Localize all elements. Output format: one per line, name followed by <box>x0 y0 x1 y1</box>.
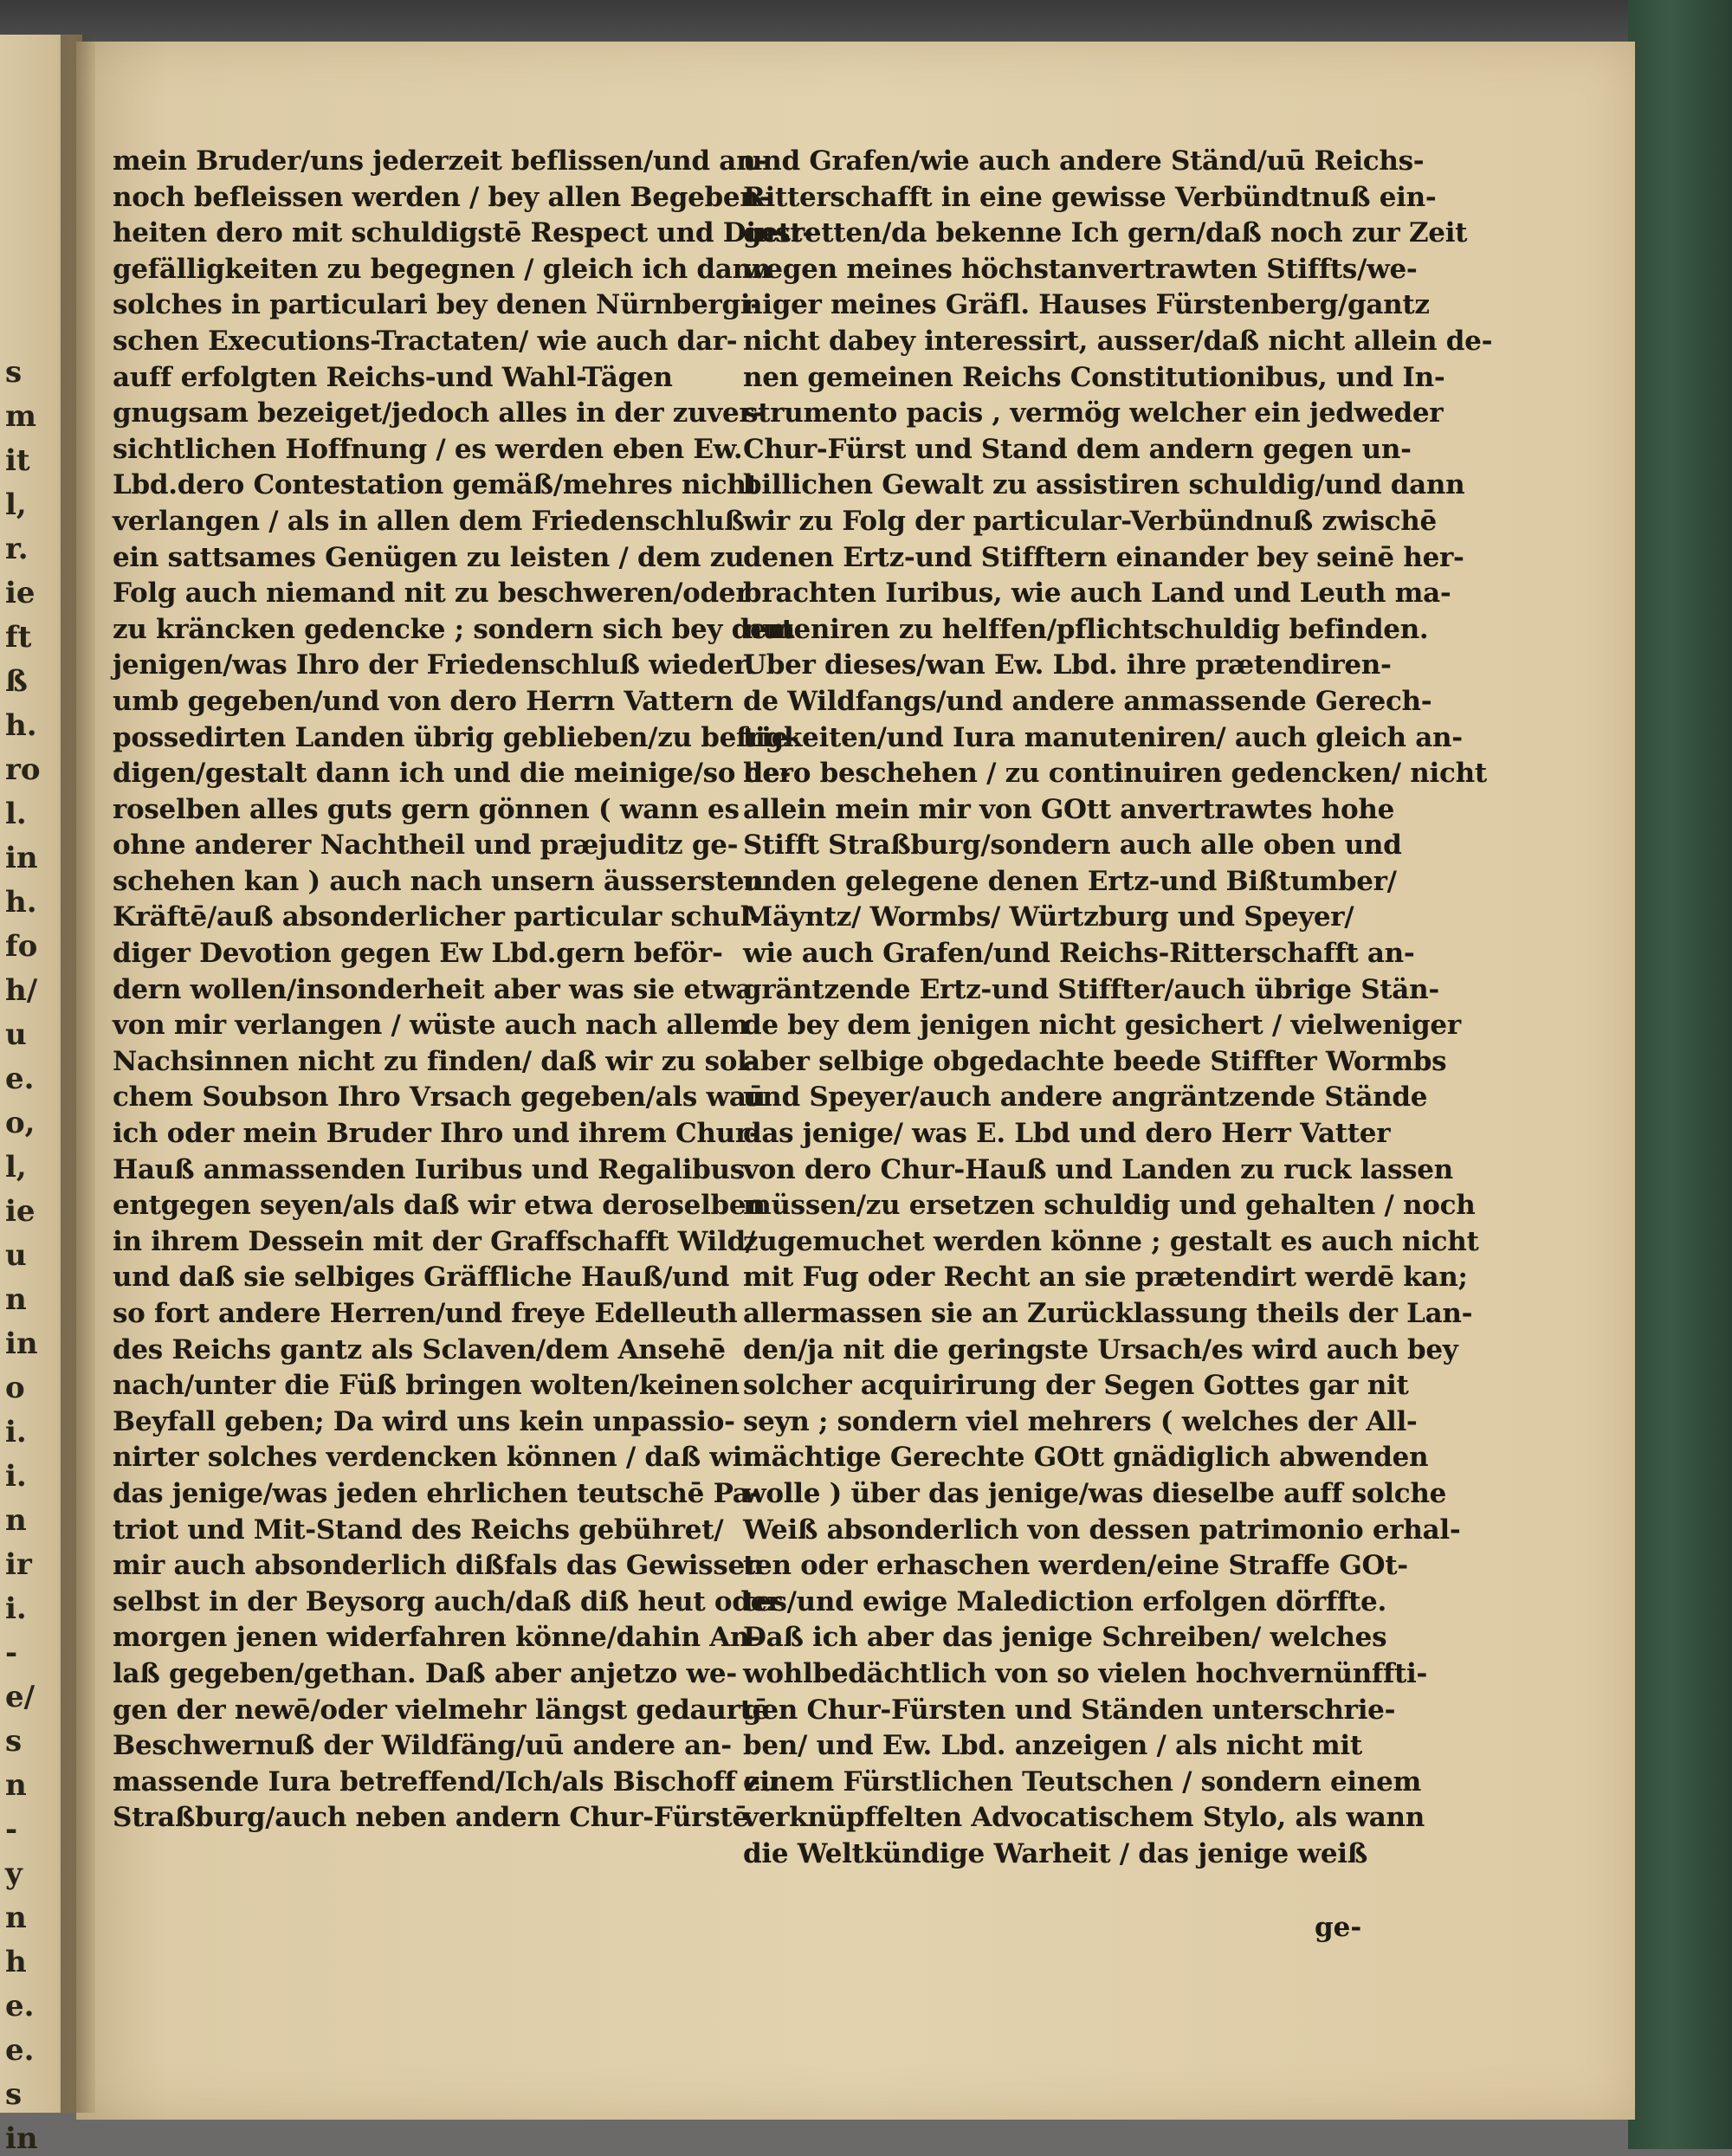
left-page-fragment: n <box>5 1282 27 1317</box>
text-line: ohne anderer Nachtheil und præjuditz ge- <box>113 829 739 862</box>
text-line: die Weltkündige Warheit / das jenige weiß <box>743 1837 1367 1869</box>
left-page-fragment: fo <box>5 929 38 964</box>
left-page-fragment: u <box>5 1238 27 1273</box>
text-line: so fort andere Herren/und freye Edelleuth <box>113 1298 738 1329</box>
text-line: umb gegeben/und von dero Herrn Vattern <box>113 685 734 717</box>
text-line: mein Bruder/uns jederzeit beflissen/und an- <box>113 145 766 177</box>
text-line: allermassen sie an Zurücklassung theils der Lan- <box>743 1298 1473 1329</box>
text-line: heiten dero mit schuldigstē Respect und Dinst- <box>113 217 813 249</box>
text-line: solches in particulari bey denen Nürnbergi- <box>113 289 761 321</box>
text-line: das jenige/ was E. Lbd und dero Herr Vatter <box>743 1118 1391 1150</box>
text-line: noch befleissen werden / bey allen Begeben- <box>113 181 771 213</box>
left-page-fragment: o, <box>5 1106 36 1140</box>
text-line: Lbd.dero Contestation gemäß/mehres nicht <box>113 469 759 501</box>
text-line: Daß ich aber das jenige Schreiben/ welches <box>743 1622 1387 1654</box>
page-gutter <box>61 35 95 2113</box>
text-line: triot und Mit-Stand des Reichs gebühret/ <box>113 1514 724 1546</box>
left-page-fragment: n <box>5 1503 27 1538</box>
left-page-fragment: ro <box>5 752 41 787</box>
text-line: Straßburg/auch neben andern Chur-Fürstē <box>113 1802 749 1834</box>
text-line: possedirten Landen übrig geblieben/zu befrie- <box>113 721 799 753</box>
text-line: sichtlichen Hoffnung / es werden eben Ew. <box>113 433 743 465</box>
text-line: unden gelegene denen Ertz-und Bißtumber/ <box>743 865 1397 897</box>
left-page-fragment: n <box>5 1768 27 1803</box>
left-page-fragment: h. <box>5 885 37 920</box>
text-line: gnugsam bezeiget/jedoch alles in der zuver- <box>113 397 765 429</box>
text-line: seyn ; sondern viel mehrers ( welches der All- <box>743 1405 1418 1437</box>
text-line: de bey dem jenigen nicht gesichert / vielweniger <box>743 1010 1461 1042</box>
text-line: wir zu Folg der particular-Verbündnuß zwischē <box>743 505 1437 537</box>
text-line: entgegen seyen/als daß wir etwa deroselben <box>113 1190 766 1222</box>
text-line: und daß sie selbiges Gräffliche Hauß/und <box>113 1262 730 1294</box>
text-line: laß gegeben/gethan. Daß aber anjetzo we- <box>113 1657 737 1689</box>
left-page-fragment: o <box>5 1371 25 1405</box>
text-line: massende Iura betreffend/Ich/als Bischoff zu <box>113 1765 779 1798</box>
book-cover <box>1628 0 1732 2149</box>
text-line: Folg auch niemand nit zu beschweren/oder <box>113 578 750 610</box>
text-line: ben/ und Ew. Lbd. anzeigen / als nicht mit <box>743 1730 1362 1762</box>
text-line: hero beschehen / zu continuiren gedencken/ nicht <box>743 758 1487 790</box>
left-page-fragment: s <box>5 1724 23 1759</box>
text-line: Mäyntz/ Wormbs/ Würtzburg und Speyer/ <box>743 901 1354 933</box>
left-page-fragment: - <box>5 1812 18 1847</box>
left-page-fragment: ie <box>5 1194 36 1229</box>
text-line: schehen kan ) auch nach unsern äussersten <box>113 865 764 897</box>
left-page-fragment: ft <box>5 620 32 655</box>
text-line: digen/gestalt dann ich und die meinige/so de- <box>113 758 792 790</box>
left-page-fragment: l, <box>5 487 27 522</box>
text-line: von dero Chur-Hauß und Landen zu ruck lassen <box>743 1153 1453 1185</box>
text-line: gen Chur-Fürsten und Ständen unterschrie- <box>743 1694 1396 1726</box>
text-line: den/ja nit die geringste Ursach/es wird auch bey <box>743 1333 1458 1365</box>
left-page-fragment: in <box>5 2121 38 2156</box>
text-line: wie auch Grafen/und Reichs-Ritterschafft an- <box>743 938 1415 970</box>
left-page-fragment: e. <box>5 1989 35 2024</box>
document-page <box>76 42 1635 2120</box>
text-line: billichen Gewalt zu assistiren schuldig/und dann <box>743 469 1465 501</box>
text-line: tes/und ewige Malediction erfolgen dörffte. <box>743 1585 1386 1617</box>
text-line: mächtige Gerechte GOtt gnädiglich abwenden <box>743 1442 1429 1474</box>
text-column-left <box>113 144 813 1836</box>
text-line: nuteniren zu helffen/pflichtschuldig befinden. <box>743 613 1429 645</box>
left-page-fragment: l. <box>5 797 27 831</box>
left-page-fragment: s <box>5 355 23 390</box>
left-page-fragment: in <box>5 841 38 875</box>
text-line: selbst in der Beysorg auch/daß diß heut oder <box>113 1585 782 1617</box>
left-page-fragment: u <box>5 1017 27 1052</box>
text-line: von mir verlangen / wüste auch nach allem <box>113 1010 749 1042</box>
text-line: tigkeiten/und Iura manuteniren/ auch gleich an- <box>743 721 1463 753</box>
text-line: ein sattsames Genügen zu leisten / dem zu <box>113 541 745 573</box>
left-page-fragment: m <box>5 399 36 434</box>
text-line: und Speyer/auch andere angräntzende Stände <box>743 1081 1428 1114</box>
left-page-fragment: l, <box>5 1150 27 1185</box>
left-page-fragment: h. <box>5 708 37 743</box>
text-line: wegen meines höchstanvertrawten Stiffts/we- <box>743 253 1418 285</box>
text-line: strumento pacis , vermög welcher ein jedweder <box>743 397 1444 429</box>
text-line: mir auch absonderlich dißfals das Gewissen <box>113 1550 765 1582</box>
text-line: müssen/zu ersetzen schuldig und gehalten / noch <box>743 1190 1476 1222</box>
text-line: de Wildfangs/und andere anmassende Gerech- <box>743 685 1432 717</box>
text-line: mit Fug oder Recht an sie prætendirt werdē kan; <box>743 1262 1468 1294</box>
text-line: das jenige/was jeden ehrlichen teutschē Pa- <box>113 1477 761 1509</box>
left-page-fragment: h <box>5 1945 27 1979</box>
text-line: zugemuchet werden könne ; gestalt es auch nicht <box>743 1225 1479 1257</box>
text-line: aber selbige obgedachte beede Stiffter Wormbs <box>743 1045 1447 1077</box>
left-page-fragment: s <box>5 2077 23 2112</box>
catchword: ge- <box>1315 1912 1362 1943</box>
text-line: Hauß anmassenden Iuribus und Regalibus <box>113 1153 745 1185</box>
text-line: morgen jenen widerfahren könne/dahin An- <box>113 1622 760 1654</box>
text-line: zu kräncken gedencke ; sondern sich bey dem <box>113 613 795 645</box>
text-line: Nachsinnen nicht zu finden/ daß wir zu sol- <box>113 1045 759 1077</box>
text-line: des Reichs gantz als Sclaven/dem Ansehē <box>113 1333 726 1365</box>
left-page-fragment: ß <box>5 664 28 699</box>
text-line: gefälligkeiten zu begegnen / gleich ich dann <box>113 253 772 285</box>
text-line: verlangen / als in allen dem Friedenschluß <box>113 505 745 537</box>
text-line: ich oder mein Bruder Ihro und ihrem Chur- <box>113 1118 760 1150</box>
text-line: und Grafen/wie auch andere Ständ/uū Reichs- <box>743 145 1425 177</box>
left-page-fragment: - <box>5 1636 18 1670</box>
left-page-fragment: h/ <box>5 973 38 1008</box>
text-line: Stifft Straßburg/sondern auch alle oben und <box>743 829 1402 862</box>
text-line: auff erfolgten Reichs-und Wahl-Tägen <box>113 361 673 393</box>
text-line: Beyfall geben; Da wird uns kein unpassio- <box>113 1405 735 1437</box>
left-page-fragment: e. <box>5 1062 35 1096</box>
text-line: chem Soubson Ihro Vrsach gegeben/als waū <box>113 1081 766 1114</box>
text-line: allein mein mir von GOtt anvertrawtes hohe <box>743 793 1395 825</box>
text-line: diger Devotion gegen Ew Lbd.gern beför- <box>113 938 723 970</box>
text-line: einem Fürstlichen Teutschen / sondern einem <box>743 1765 1422 1798</box>
text-line: gräntzende Ertz-und Stiffter/auch übrige Stän- <box>743 973 1439 1005</box>
left-page-fragment: ir <box>5 1547 32 1582</box>
left-page-fragment: in <box>5 1327 38 1361</box>
text-line: nen gemeinen Reichs Constitutionibus, und In- <box>743 361 1445 393</box>
left-page-fragment: y <box>5 1856 23 1891</box>
text-line: dern wollen/insonderheit aber was sie etwa <box>113 973 753 1005</box>
left-page-fragment: n <box>5 1901 27 1935</box>
text-line: roselben alles guts gern gönnen ( wann es <box>113 793 740 825</box>
text-line: brachten Iuribus, wie auch Land und Leuth ma- <box>743 578 1451 610</box>
text-line: Chur-Fürst und Stand dem andern gegen un- <box>743 433 1412 465</box>
text-line: Uber dieses/wan Ew. Lbd. ihre prætendiren- <box>743 649 1392 681</box>
left-page-fragment: e/ <box>5 1680 36 1714</box>
text-line: wolle ) über das jenige/was dieselbe auff solche <box>743 1477 1447 1509</box>
left-page-fragment: i. <box>5 1591 27 1626</box>
text-line: denen Ertz-und Stifftern einander bey seinē her- <box>743 541 1464 573</box>
text-column-right <box>743 144 1493 1873</box>
text-line: Kräftē/auß absonderlicher particular schul- <box>113 901 761 933</box>
left-page-fragment: ie <box>5 576 36 610</box>
text-line: ten oder erhaschen werden/eine Straffe GOt- <box>743 1550 1408 1582</box>
text-line: gen der newē/oder vielmehr längst gedaurtē <box>113 1694 770 1726</box>
left-page-fragment: r. <box>5 532 29 566</box>
text-line: in ihrem Dessein mit der Graffschafft Wild/ <box>113 1225 755 1257</box>
text-line: Ritterschafft in eine gewisse Verbündtnuß ein- <box>743 181 1437 213</box>
left-page-fragment: i. <box>5 1459 27 1494</box>
left-page-fragment: it <box>5 443 30 478</box>
left-page-fragment: i. <box>5 1415 27 1449</box>
text-line: Weiß absonderlich von dessen patrimonio erhal- <box>743 1514 1461 1546</box>
text-line: verknüpffelten Advocatischem Stylo, als wann <box>743 1802 1425 1834</box>
text-line: Beschwernuß der Wildfäng/uū andere an- <box>113 1730 732 1762</box>
text-line: getretten/da bekenne Ich gern/daß noch zur Zeit <box>743 217 1468 249</box>
text-line: solcher acquirirung der Segen Gottes gar nit <box>743 1370 1409 1402</box>
text-line: wohlbedächtlich von so vielen hochvernünffti- <box>743 1657 1428 1689</box>
text-line: nirter solches verdencken können / daß wir <box>113 1442 757 1474</box>
text-line: niger meines Gräfl. Hauses Fürstenberg/gantz <box>743 289 1430 321</box>
text-line: nicht dabey interessirt, ausser/daß nicht allein de- <box>743 325 1493 357</box>
text-line: nach/unter die Füß bringen wolten/keinen <box>113 1370 740 1402</box>
text-line: schen Executions-Tractaten/ wie auch dar- <box>113 325 738 357</box>
text-line: jenigen/was Ihro der Friedenschluß wieder. <box>113 649 754 681</box>
left-page-fragment: e. <box>5 2033 35 2068</box>
